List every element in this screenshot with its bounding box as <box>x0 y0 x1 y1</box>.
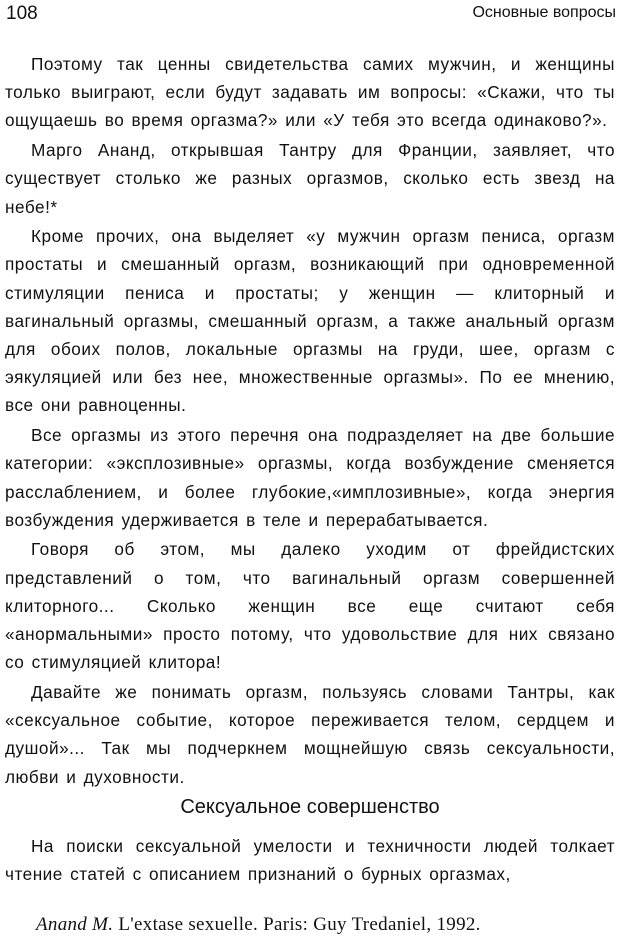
footnote-author: Anand M. <box>36 914 114 935</box>
paragraph: Говоря об этом, мы далеко уходим от фрейдистских представлений о том, что вагинальный оргазм совершенней клиторного... Сколько женщин все еще считают себя «анормальными» просто потому, что удовольствие для них связано со стимуляцией клитора! <box>5 539 615 673</box>
paragraph: Все оргазмы из этого перечня она подразделяет на две большие категории: «эксплозивные» оргазмы, когда возбуждение сменяется расслаблением, и более глубокие,«имплозивные», когда энергия возбуждения удерживается в теле и перерабатывается. <box>5 425 615 530</box>
paragraph: Поэтому так ценны свидетельства самих мужчин, и женщины только выиграют, если будут задавать им вопросы: «Скажи, что ты ощущаешь во время оргазма?» или «У тебя это всегда одинаково?». <box>5 54 615 131</box>
footnote <box>36 913 481 937</box>
page-number: 108 <box>6 3 38 24</box>
paragraph: На поиски сексуальной умелости и техничности людей толкает чтение статей с описанием признаний о бурных оргазмах, <box>5 836 615 885</box>
running-head: Основные вопросы <box>472 4 616 21</box>
paragraph: Давайте же понимать оргазм, пользуясь словами Тантры, как «сексуальное событие, которое переживается телом, сердцем и душой»... Так мы подчеркнем мощнейшую связь сексуальности, любви и духовности. <box>5 681 615 787</box>
footnote-text: L'extase sexuelle. Paris: Guy Tredaniel, 1992. <box>118 914 481 935</box>
section-heading: Сексуальное совершенство <box>180 796 440 818</box>
paragraph: Марго Ананд, открывшая Тантру для Франции, заявляет, что существует столько же разных оргазмов, сколько есть звезд на небе!* <box>5 140 615 217</box>
section-text <box>5 832 615 888</box>
body-text <box>5 50 615 792</box>
paragraph: Кроме прочих, она выделяет «у мужчин оргазм пениса, оргазм простаты и смешанный оргазм, возникающий при одновременной стимуляции пениса и простаты; у женщин — клиторный и вагинальный оргазмы, смешанный оргазм, а также анальный оргазм для обоих полов, локальные оргазмы на груди, шее, оргазм с эякуляцией или без нее, множественные оргазмы». По ее мнению, все они равноценны. <box>5 226 615 416</box>
